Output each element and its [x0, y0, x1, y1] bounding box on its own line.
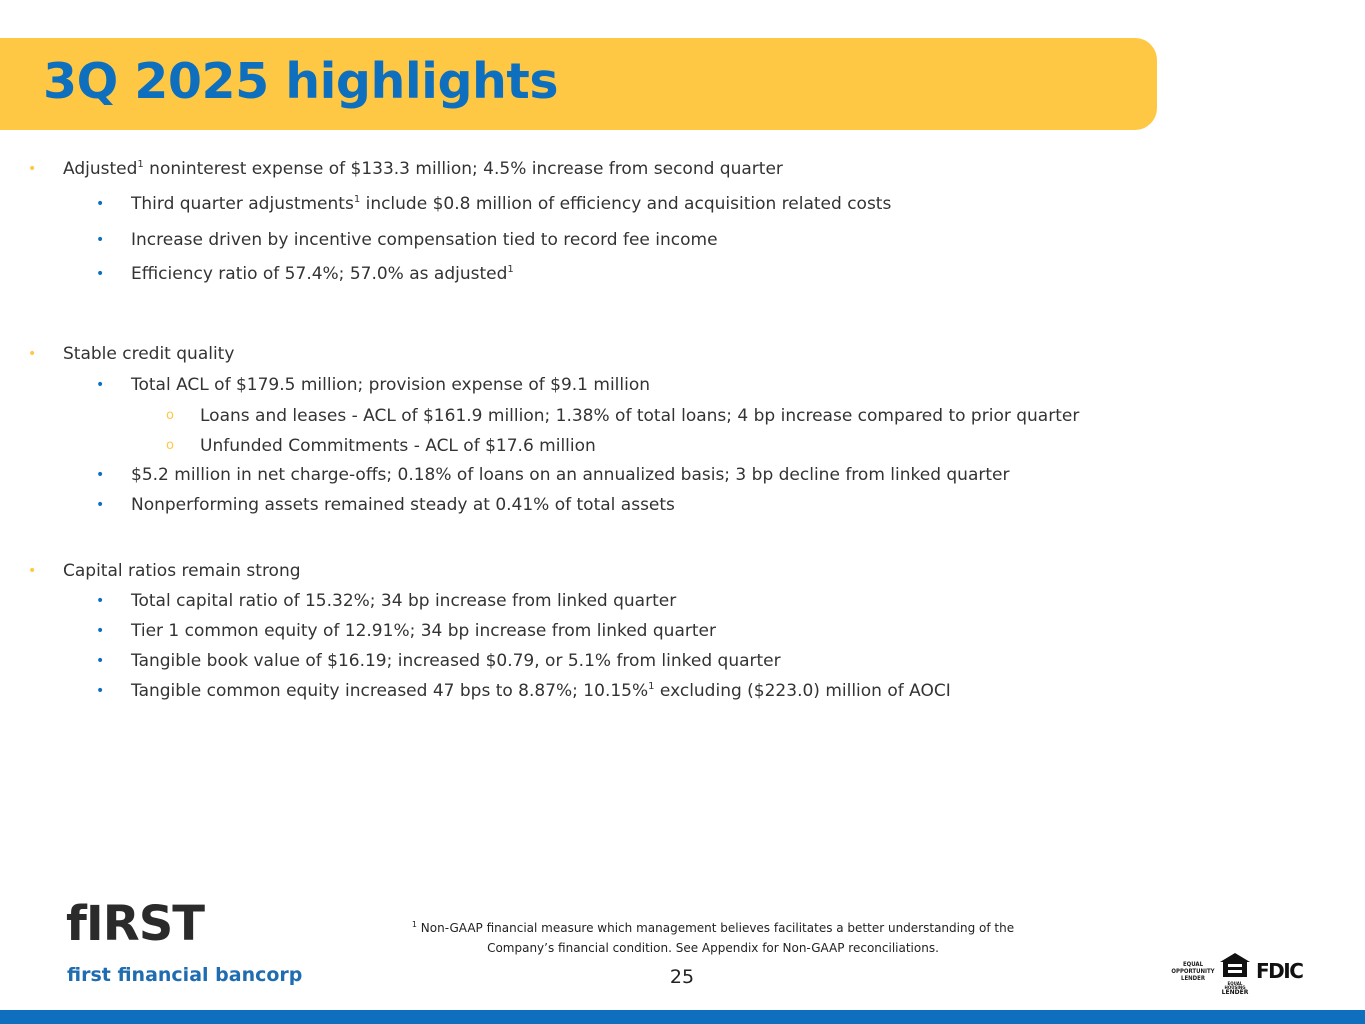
sub-bullet-marker: o: [166, 438, 174, 453]
bullet-marker: •: [96, 653, 105, 669]
sub-bullet-unfunded-commitments: Unfunded Commitments - ACL of $17.6 million: [200, 436, 596, 456]
footnote: [380, 918, 1046, 958]
bullet-nonperforming-assets: Nonperforming assets remained steady at 0.41% of total assets: [131, 495, 675, 515]
bullet-marker: •: [28, 346, 37, 362]
bullet-marker: •: [96, 623, 105, 639]
bullet-marker: •: [96, 232, 105, 248]
bottom-brand-bar: [0, 1010, 1365, 1024]
footnote-ref: 1: [507, 264, 514, 275]
footnote-ref: 1: [353, 194, 361, 205]
footnote-ref: 1: [137, 159, 144, 170]
bullet-marker: •: [96, 683, 105, 699]
house-icon: [1219, 952, 1251, 978]
bullet-text: Third quarter adjustments: [131, 194, 354, 214]
bullet-marker: •: [96, 593, 105, 609]
footnote-text: Non-GAAP financial measure which management believes facilitates a better understanding of the: [416, 921, 1015, 935]
sub-bullet-loans-leases-acl: Loans and leases - ACL of $161.9 million; 1.38% of total loans; 4 bp increase compared to prior quarter: [200, 406, 1080, 426]
badge-text: LENDER: [1221, 989, 1249, 996]
bullet-marker: •: [96, 266, 105, 282]
bullet-marker: •: [96, 196, 105, 212]
bullet-marker: •: [28, 563, 37, 579]
bullet-tangible-book-value: Tangible book value of $16.19; increased $0.79, or 5.1% from linked quarter: [131, 651, 781, 671]
bullet-net-charge-offs: $5.2 million in net charge-offs; 0.18% of loans on an annualized basis; 3 bp decline from linked quarter: [131, 465, 1010, 485]
equal-housing-lender-icon: [1219, 952, 1251, 996]
bullet-efficiency-ratio: [131, 263, 514, 285]
bullet-text: Tangible common equity increased 47 bps to 8.87%; 10.15%: [131, 681, 649, 701]
bullet-text: Adjusted: [63, 159, 138, 179]
bullet-capital-ratios: Capital ratios remain strong: [63, 561, 301, 581]
bullet-third-quarter-adjustments: [131, 193, 891, 215]
company-logo-wordmark: fIRST: [66, 896, 205, 952]
footnote-ref: 1: [411, 920, 417, 929]
page-number: 25: [669, 966, 695, 988]
bullet-text: Efficiency ratio of 57.4%; 57.0% as adjusted: [131, 264, 508, 284]
bullet-text: include $0.8 million of efficiency and acquisition related costs: [360, 194, 892, 214]
fdic-logo: FDIC: [1256, 959, 1303, 983]
badge-text: LENDER: [1181, 975, 1205, 982]
sub-bullet-marker: o: [166, 408, 174, 423]
equal-opportunity-lender-badge: [1170, 961, 1216, 982]
bullet-total-capital-ratio: Total capital ratio of 15.32%; 34 bp increase from linked quarter: [131, 591, 677, 611]
badge-text: EQUAL HOUSING: [1224, 981, 1246, 990]
badge-text: EQUAL: [1182, 961, 1204, 968]
bullet-adjusted-expense: [63, 158, 783, 180]
bullet-tier1-common-equity: Tier 1 common equity of 12.91%; 34 bp increase from linked quarter: [131, 621, 716, 641]
slide-title: 3Q 2025 highlights: [43, 53, 559, 110]
footnote-ref: 1: [648, 681, 655, 692]
footnote-line-2: Company’s financial condition. See Appendix for Non-GAAP reconciliations.: [487, 941, 939, 955]
bullet-total-acl: Total ACL of $179.5 million; provision expense of $9.1 million: [131, 375, 651, 395]
company-logo-tagline: first financial bancorp: [67, 964, 303, 986]
bullet-marker: •: [28, 161, 37, 177]
bullet-incentive-compensation: Increase driven by incentive compensation tied to record fee income: [131, 230, 718, 250]
bullet-tangible-common-equity: [131, 680, 951, 702]
badge-text: OPPORTUNITY: [1171, 968, 1215, 975]
bullet-marker: •: [96, 377, 105, 393]
bullet-text: noninterest expense of $133.3 million; 4.5% increase from second quarter: [143, 159, 783, 179]
bullet-marker: •: [96, 497, 105, 513]
bullet-stable-credit-quality: Stable credit quality: [63, 344, 235, 364]
bullet-text: excluding ($223.0) million of AOCI: [654, 681, 951, 701]
bullet-marker: •: [96, 467, 105, 483]
footnote-line-1: [380, 918, 1046, 938]
